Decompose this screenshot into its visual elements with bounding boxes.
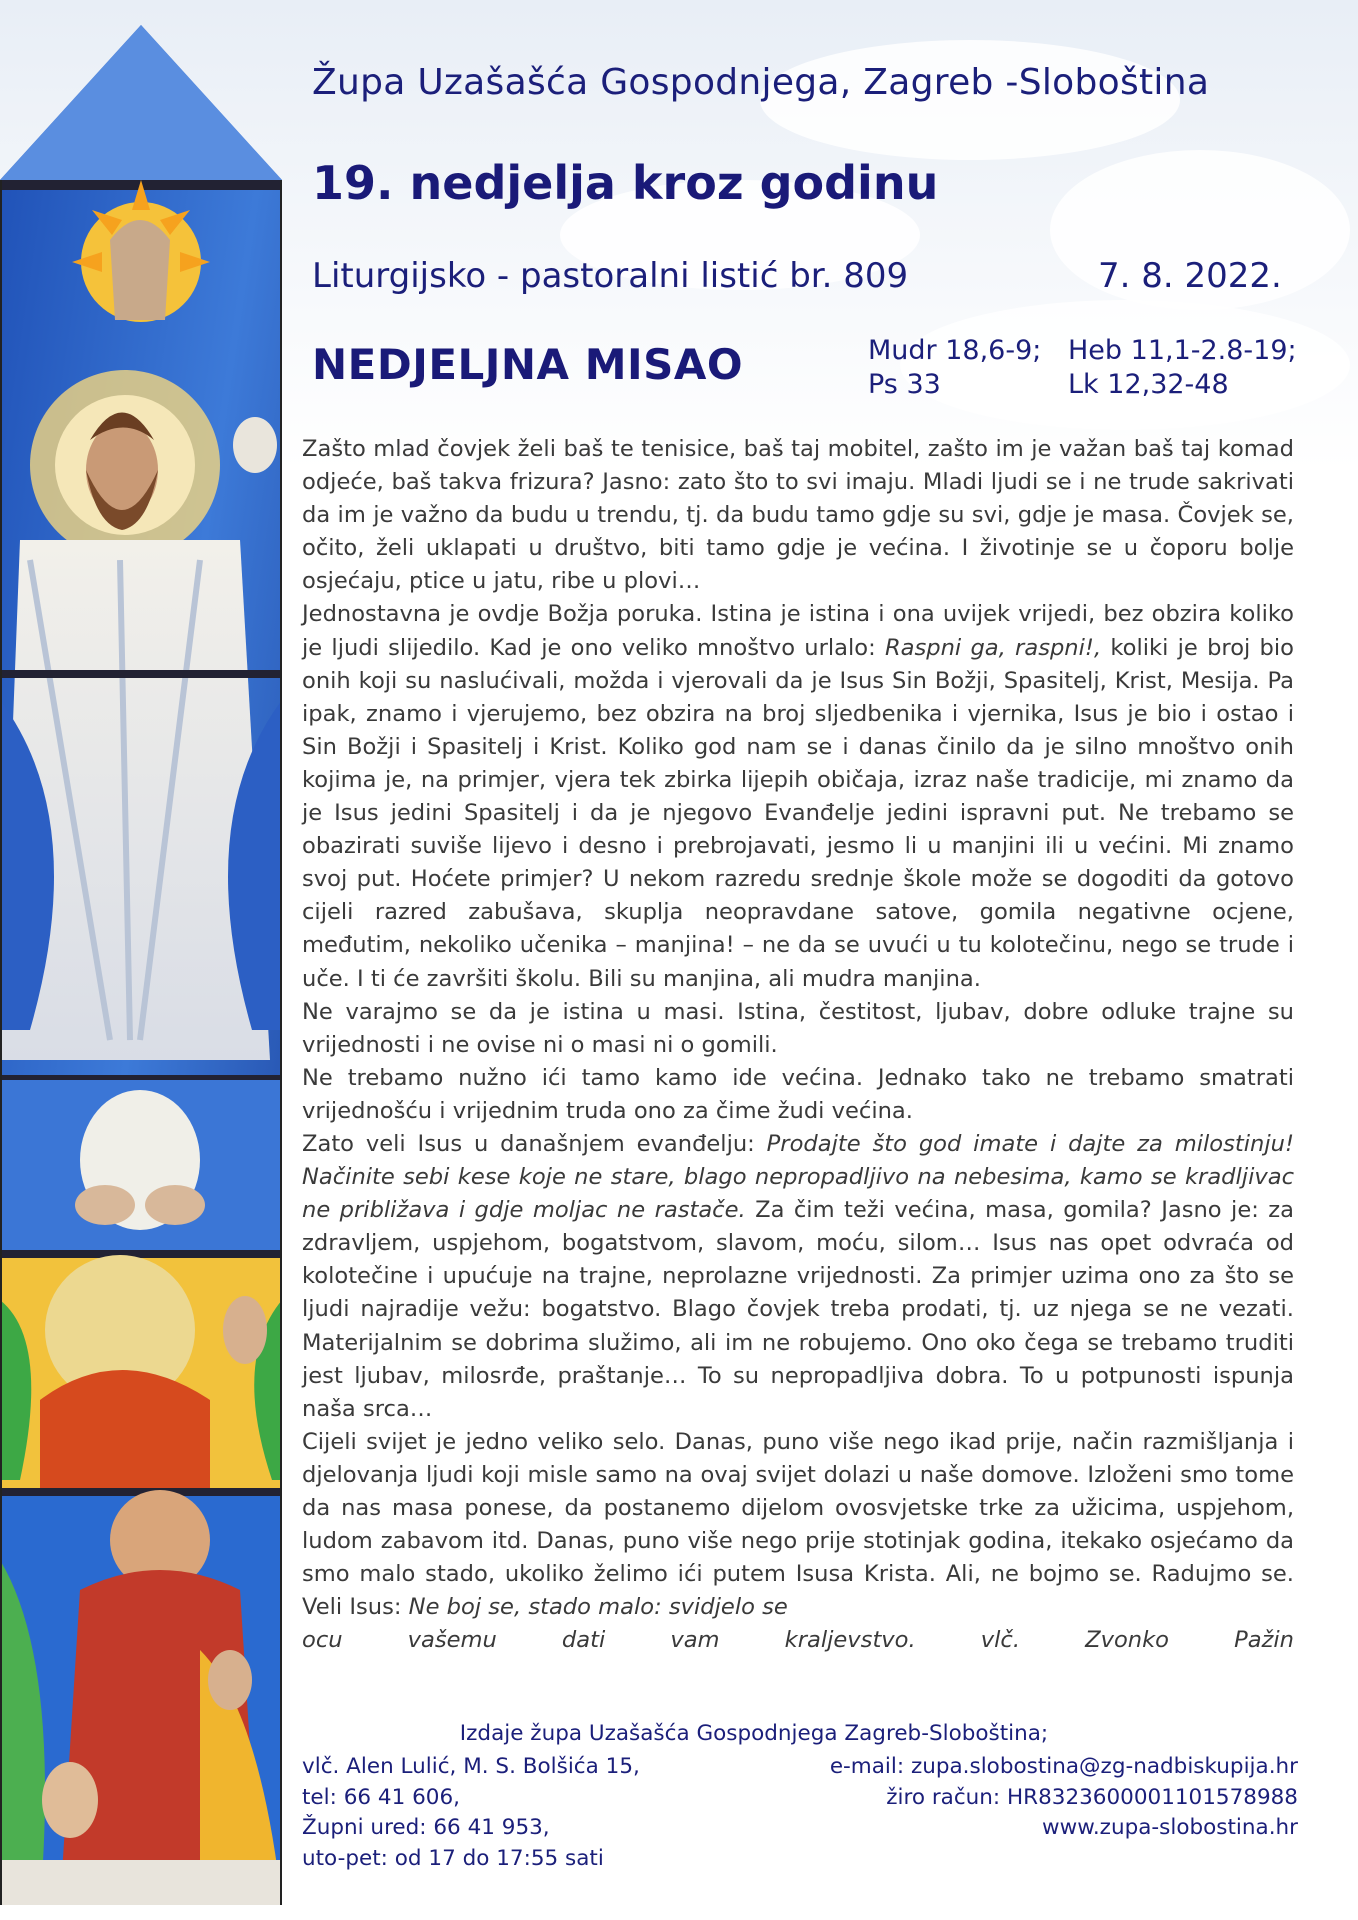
- parish-name: Župa Uzašašća Gospodnjega, Zagreb -Sloboština: [312, 62, 1210, 103]
- office-hours: uto-pet: od 17 do 17:55 sati: [302, 1845, 604, 1871]
- quote: Prodajte što god imate i dajte za milostinju! Načinite sebi kese koje ne stare, blago nepropadljivo na nebesima, kamo se kradljivac ne približava i gdje moljac ne rastače.: [302, 1130, 1295, 1224]
- article-paragraph: Ne varajmo se da je istina u masi. Istina, čestitost, ljubav, dobre odluke trajne su vrijednosti i ne ovise ni o masi ni o gomili.: [302, 998, 1294, 1058]
- article-body: [302, 433, 1294, 1657]
- stained-glass-window: [0, 0, 282, 1905]
- article-paragraph: Cijeli svijet je jedno veliko selo. Danas, puno više nego ikad prije, način razmišljanja i djelovanja ljudi koji misle samo na ovaj svijet dolazi u naše domove. Izloženi smo tome da nas masa ponese, da postanemo dijelom ovosvjetske trke za užicima, uspjehom, ludom zabavom itd. Danas, puno više nego prije stotinjak godina, itekako osjećamo da smo malo stado, ukoliko želimo ići putem Isusa Krista. Ali, ne bojmo se. Radujmo se. Veli Isus: Ne boj se, stado malo: svidjelo se: [302, 1428, 1294, 1621]
- parish-contacts: [302, 1752, 640, 1874]
- article-paragraph: Zašto mlad čovjek želi baš te tenisice, baš taj mobitel, zašto im je važan baš taj komad odjeće, baš takva frizura? Jasno: zato što to svi imaju. Mladi ljudi se i ne trude sakrivati da im je važno da budu u trendu, tj. da budu tamo gdje su svi, gdje je masa. Čovjek se, očito, želi uklapati u društvo, biti tamo gdje je većina. I životinje se u čoporu bolje osjećaju, ptice u jatu, ribe u plovi…: [302, 436, 1294, 595]
- quote: ocu vašemu dati vam kraljevstvo.: [302, 1627, 916, 1654]
- bulletin-number: Liturgijsko - pastoralni listić br. 809: [312, 256, 909, 296]
- office-phone: Župni ured: 66 41 953,: [302, 1815, 550, 1840]
- reading-4: Lk 12,32-48: [1068, 369, 1229, 400]
- reading-3: Ps 33: [868, 369, 941, 400]
- article-paragraph: Zato veli Isus u današnjem evanđelju: Prodajte što god imate i dajte za milostinju! Načinite sebi kese koje ne stare, blago nepropadljivo na nebesima, kamo se kradljivac ne približava i gdje moljac ne rastače. Za čim teži većina, masa, gomila? Jasno je: za zdravljem, uspjehom, bogatstvom, slavom, moću, silom… Isus nas opet odvraća od kolotečine i upućuje na trajne, neprolazne vrijednosti. Za primjer uzima ono za što se ljudi najradije vežu: bogatstvo. Blago čovjek treba prodati, tj. uz njega se ne vezati. Materijalnim se dobrima služimo, ali im ne robujemo. Ono oko čega se trebamo truditi jest ljubav, milosrđe, praštanje… To su nepropadljiva dobra. To u potpunosti ispunja naša srca…: [302, 1130, 1295, 1422]
- closing-line: [302, 1624, 1294, 1657]
- reading-1: Mudr 18,6-9;: [868, 335, 1042, 366]
- email-link[interactable]: e-mail: zupa.slobostina@zg-nadbiskupija.hr: [829, 1754, 1298, 1779]
- reading-2: Heb 11,1-2.8-19;: [1068, 335, 1297, 366]
- bank-account: žiro račun: HR8323600001101578988: [886, 1784, 1298, 1810]
- article-paragraph: Ne trebamo nužno ići tamo kamo ide većina. Jednako tako ne trebamo smatrati vrijednošću i vrijednim truda ono za čime žudi većina.: [302, 1064, 1294, 1124]
- quote: Raspni ga, raspni!,: [884, 634, 1102, 661]
- issuer-line: Izdaje župa Uzašašća Gospodnjega Zagreb-Sloboština;: [459, 1721, 1049, 1746]
- address: vlč. Alen Lulić, M. S. Bolšića 15,: [302, 1754, 640, 1779]
- quote: Ne boj se, stado malo: svidjelo se: [408, 1594, 788, 1621]
- section-title: NEDJELJNA MISAO: [312, 340, 744, 389]
- bulletin-date: 7. 8. 2022.: [1098, 256, 1282, 296]
- author-signature: vlč. Zvonko Pažin: [980, 1627, 1294, 1654]
- parish-online: [830, 1752, 1298, 1844]
- article-paragraph: Jednostavna je ovdje Božja poruka. Istina je istina i ona uvijek vrijedi, bez obzira koliko je ljudi slijedilo. Kad je ono veliko mnoštvo urlalo: Raspni ga, raspni!, koliki je broj bio onih koji su naslućivali, možda i vjerovali da je Isus Sin Božji, Spasitelj, Krist, Mesija. Pa ipak, znamo i vjerujemo, bez obzira na broj sljedbenika i vjernika, Isus je bio i ostao i Sin Božji i Spasitelj i Krist. Koliko god nam se i danas činilo da je silno mnoštvo onih kojima je, na primjer, vjera tek zbirka lijepih običaja, izraz naše tradicije, mi znamo da je Isus jedini Spasitelj i da je njegovo Evanđelje jedini ispravni put. Ne trebamo se obazirati suviše lijevo i desno i prebrojavati, jesmo li u manjini ili u većini. Mi znamo svoj put. Hoćete primjer? U nekom razredu srednje škole može se dogoditi da gotovo cijeli razred zabušava, skuplja neopravdane satove, gomila negativne ocjene, međutim, nekoliko učenika – manjina! – ne da se uvući u tu kolotečinu, nego se trude i uče. I ti će završiti školu. Bili su manjina, ali mudra manjina.: [302, 601, 1294, 992]
- sunday-title: 19. nedjelja kroz godinu: [312, 156, 939, 210]
- website-link[interactable]: www.zupa-slobostina.hr: [1042, 1815, 1298, 1840]
- telephone: tel: 66 41 606,: [302, 1784, 460, 1810]
